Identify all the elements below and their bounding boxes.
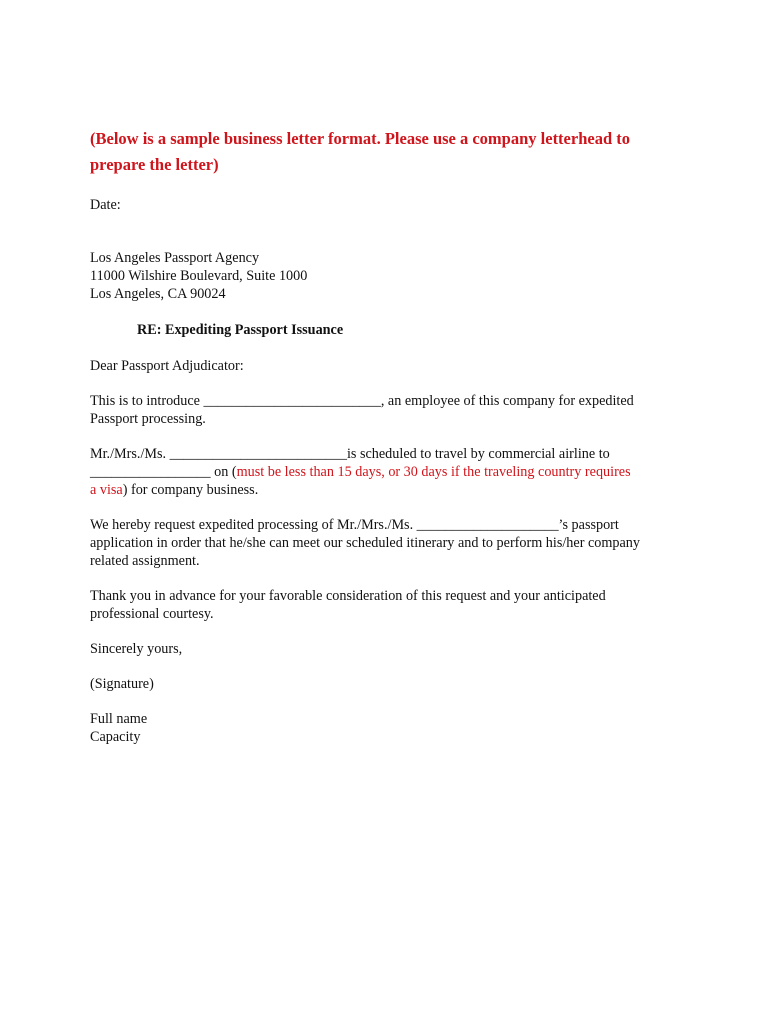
address-line-2: 11000 Wilshire Boulevard, Suite 1000	[90, 268, 308, 284]
instruction-heading-line-1: (Below is a sample business letter format. Please use a company letterhead to	[90, 129, 630, 148]
closing: Sincerely yours,	[90, 641, 183, 657]
instruction-heading-line-2: prepare the letter)	[90, 155, 219, 174]
address-line-1: Los Angeles Passport Agency	[90, 250, 260, 266]
address-line-3: Los Angeles, CA 90024	[90, 286, 226, 302]
paragraph-request-line-2: application in order that he/she can meet our scheduled itinerary and to perform his/her company	[90, 535, 640, 551]
paragraph-introduction-line-2: Passport processing.	[90, 411, 206, 427]
date-label: Date:	[90, 197, 121, 213]
signoff-capacity: Capacity	[90, 729, 141, 745]
travel-date-note: must be less than 15 days, or 30 days if the traveling country requires	[236, 464, 631, 480]
paragraph-travel	[90, 445, 690, 499]
paragraph-request-line-3: related assignment.	[90, 553, 200, 569]
instruction-heading	[90, 126, 690, 178]
paragraph-travel-line-3	[90, 481, 690, 499]
paragraph-travel-line-1: Mr./Mrs./Ms. _________________________is scheduled to travel by commercial airline to	[90, 446, 610, 462]
signoff-full-name: Full name	[90, 711, 148, 727]
paragraph-travel-line-2	[90, 463, 690, 481]
recipient-address	[90, 249, 690, 303]
paragraph-thanks-line-1: Thank you in advance for your favorable consideration of this request and your anticipated	[90, 588, 606, 604]
letter-page	[90, 126, 690, 746]
travel-date-blank: _________________ on (	[90, 464, 237, 480]
salutation: Dear Passport Adjudicator:	[90, 358, 244, 374]
paragraph-request	[90, 516, 690, 570]
visa-note: a visa	[90, 482, 123, 498]
paragraph-introduction	[90, 392, 690, 428]
subject-line: RE: Expediting Passport Issuance	[137, 322, 344, 338]
paragraph-thanks	[90, 587, 690, 623]
paragraph-introduction-line-1: This is to introduce _________________________, an employee of this company for expedited	[90, 393, 634, 409]
signoff-block	[90, 710, 690, 746]
paragraph-thanks-line-2: professional courtesy.	[90, 606, 214, 622]
signature-placeholder: (Signature)	[90, 676, 154, 692]
travel-purpose: ) for company business.	[122, 482, 259, 498]
paragraph-request-line-1: We hereby request expedited processing of Mr./Mrs./Ms. ____________________’s passport	[90, 517, 619, 533]
